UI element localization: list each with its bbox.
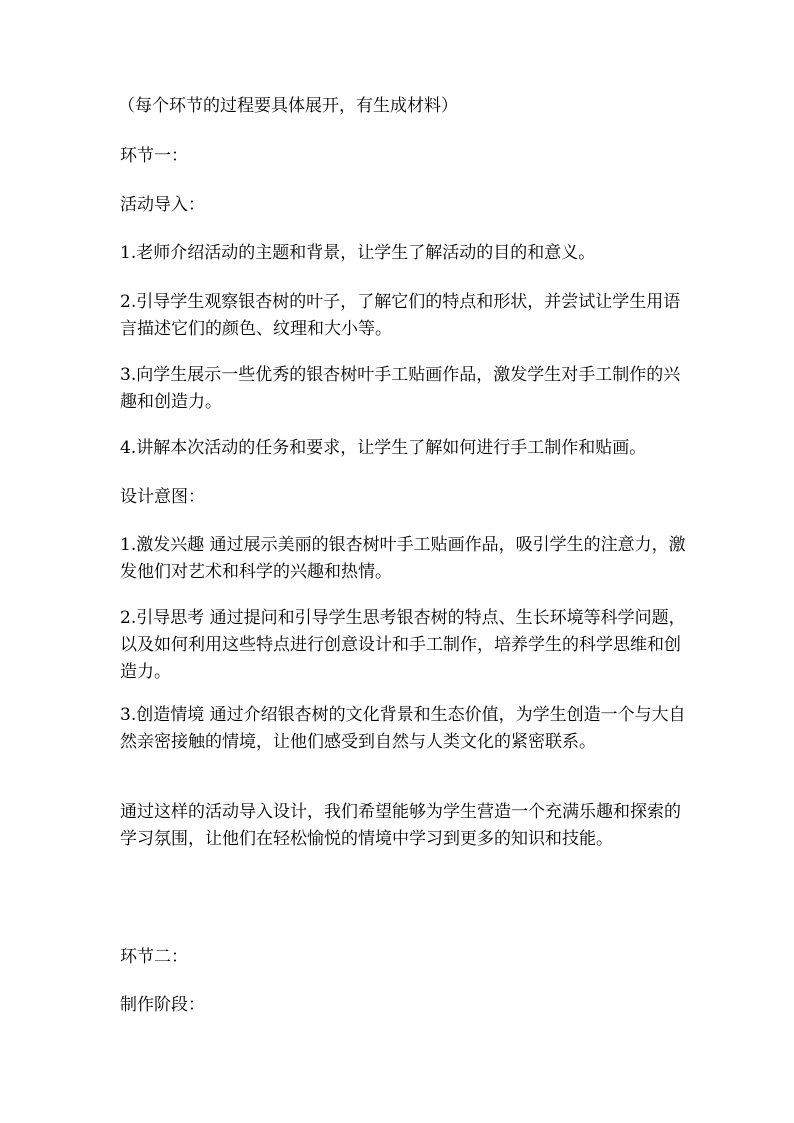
activity-intro-heading: 活动导入： [120, 195, 205, 215]
design-intent-heading: 设计意图： [120, 487, 205, 507]
design-item-2: 2.引导思考 通过提问和引导学生思考银杏树的特点、生长环境等科学问题，以及如何利用这些特点进行创意设计和手工制作，培养学生的科学思维和创造力。 [120, 608, 686, 682]
summary-paragraph: 通过这样的活动导入设计，我们希望能够为学生营造一个充满乐趣和探索的学习氛围，让他们在轻松愉悦的情境中学习到更多的知识和技能。 [120, 802, 681, 849]
process-note: （每个环节的过程要具体展开，有生成材料） [118, 96, 458, 116]
design-item-3: 3.创造情境 通过介绍银杏树的文化背景和生态价值，为学生创造一个与大自然亲密接触的情境，让他们感受到自然与人类文化的紧密联系。 [120, 705, 686, 752]
intro-item-4: 4.讲解本次活动的任务和要求，让学生了解如何进行手工制作和贴画。 [120, 438, 647, 458]
intro-item-3: 3.向学生展示一些优秀的银杏树叶手工贴画作品，激发学生对手工制作的兴趣和创造力。 [120, 365, 681, 412]
production-heading: 制作阶段： [120, 995, 205, 1015]
section-1-heading: 环节一： [120, 146, 188, 166]
design-item-1: 1.激发兴趣 通过展示美丽的银杏树叶手工贴画作品，吸引学生的注意力，激发他们对艺术和科学的兴趣和热情。 [120, 535, 686, 582]
intro-item-1: 1.老师介绍活动的主题和背景，让学生了解活动的目的和意义。 [120, 243, 596, 263]
section-2-heading: 环节二： [120, 947, 188, 967]
intro-item-2: 2.引导学生观察银杏树的叶子，了解它们的特点和形状，并尝试让学生用语言描述它们的颜色、纹理和大小等。 [120, 292, 681, 339]
